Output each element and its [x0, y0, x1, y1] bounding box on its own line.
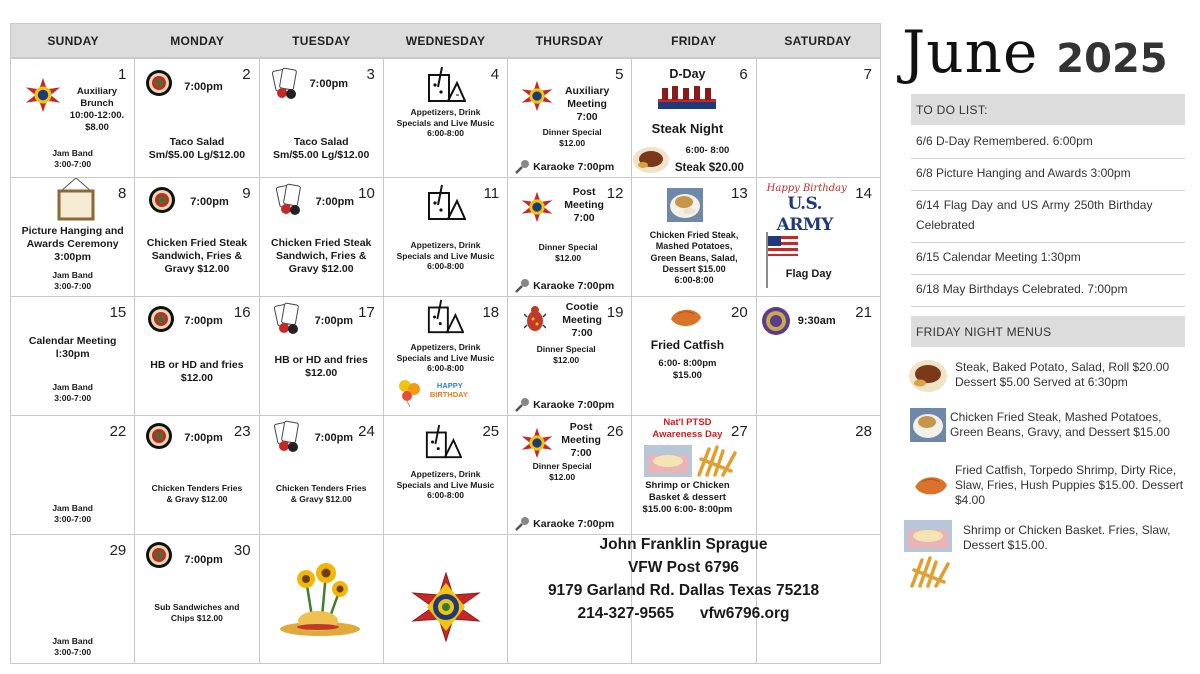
event-description: Chicken Fried Steak Sandwich, Fries & Gravy $12.00	[146, 237, 248, 276]
day-cell-11	[384, 178, 508, 297]
jam-band: Jam Band 3:00-7:00	[52, 636, 93, 657]
menu-text: Steak, Baked Potato, Salad, Roll $20.00 Dessert $5.00 Served at 6:30pm	[955, 360, 1170, 389]
day-number: 11	[483, 185, 500, 202]
event-description: Chicken Tenders Fries & Gravy $12.00	[275, 483, 367, 504]
todo-item: 6/18 May Birthdays Celebrated. 7:00pm	[911, 275, 1185, 307]
event-description: Appetizers, Drink Specials and Live Music 6:00-8:00	[396, 240, 495, 272]
event-title: Cootie Meeting 7:00	[562, 301, 602, 340]
dinner-special: Dinner Special $12.00	[532, 461, 592, 482]
balloons-icon	[398, 379, 422, 407]
day-number: 23	[233, 423, 251, 440]
vfw-emblem-icon	[520, 426, 554, 460]
menu-item-steak	[908, 356, 1188, 394]
day-cell-23	[135, 416, 259, 535]
day-number: 7	[863, 66, 872, 83]
dartboard-icon	[147, 303, 175, 339]
playing-cards-icon	[272, 302, 302, 336]
day-number: 25	[482, 423, 500, 440]
year: 2025	[1056, 36, 1168, 82]
day-cell-15	[11, 297, 135, 416]
event-description: Chicken Tenders Fries & Gravy $12.00	[151, 483, 243, 504]
event-time: 7:00pm	[314, 315, 354, 327]
event-time: 7:00pm	[184, 81, 223, 93]
weekday-monday: MONDAY	[170, 33, 225, 48]
shrimp-basket-icon	[644, 445, 692, 477]
steak-plate-icon	[908, 356, 948, 394]
day-number: 30	[233, 542, 251, 559]
day-number: 12	[606, 185, 624, 202]
post-name: John Franklin Sprague	[599, 536, 768, 553]
todo-item: 6/14 Flag Day and US Army 250th Birthday Celebrated	[911, 191, 1185, 243]
event-title: Picture Hanging and Awards Ceremony 3:00pm	[21, 225, 124, 264]
day-cell-3	[260, 59, 384, 178]
day-cell-19	[508, 297, 632, 416]
event-time: 7:00pm	[314, 432, 354, 444]
event-time: 7:00pm	[184, 554, 223, 566]
event-price: Steak $20.00	[674, 162, 744, 174]
day-cell-9	[135, 178, 259, 297]
event-time: 7:00pm	[184, 315, 223, 327]
event-description: Appetizers, Drink Specials and Live Music 6:00-8:00	[396, 469, 495, 501]
day-cell-30	[135, 535, 259, 664]
event-description: Chicken Fried Steak, Mashed Potatoes, Green Beans, Salad, Dessert $15.00 6:00-8:00	[649, 230, 739, 285]
day-number: 19	[606, 304, 624, 321]
post-info	[497, 512, 870, 640]
day-cell-4	[384, 59, 508, 178]
playing-cards-icon	[274, 183, 304, 217]
weekday-friday: FRIDAY	[671, 33, 717, 48]
event-description: Taco Salad Sm/$5.00 Lg/$12.00	[148, 136, 246, 162]
menu-item-catfish	[912, 463, 1188, 508]
day-number: 20	[731, 304, 748, 321]
event-description: Chicken Fried Steak Sandwich, Fries & Gravy $12.00	[271, 237, 372, 276]
event-title: Flag Day	[785, 268, 832, 280]
month-title	[902, 18, 1168, 86]
day-cell-2	[135, 59, 259, 178]
day-cell-6	[632, 59, 756, 178]
karaoke-row	[514, 278, 614, 294]
event-title: Auxiliary Brunch 10:00-12:00. $8.00	[69, 86, 125, 133]
event-description: Sub Sandwiches and Chips $12.00	[154, 602, 240, 623]
todo-item: 6/15 Calendar Meeting 1:30pm	[911, 243, 1185, 275]
birthday-text-bottom: BIRTHDAY	[429, 390, 468, 399]
day-cell-24	[260, 416, 384, 535]
dartboard-icon	[145, 539, 173, 575]
karaoke-row	[514, 159, 614, 175]
day-number: 2	[242, 66, 251, 83]
fried-catfish-icon	[912, 472, 950, 500]
soldiers-silhouette-icon	[658, 85, 716, 109]
day-number: 22	[109, 423, 127, 440]
drinks-icon	[426, 183, 466, 223]
menu-text: Chicken Fried Steak, Mashed Potatoes, Green Beans, Gravy, and Dessert $15.00	[950, 410, 1170, 439]
birthday-text-top: HAPPY	[436, 381, 463, 390]
day-cell-22	[11, 416, 135, 535]
microphone-icon	[514, 397, 530, 413]
day-cell-5	[508, 59, 632, 178]
day-cell-14	[757, 178, 881, 297]
cootie-bug-icon	[524, 305, 546, 333]
day-cell-18	[384, 297, 508, 416]
military-badge-icon	[761, 305, 791, 337]
steak-plate-icon	[632, 143, 670, 175]
menu-text: Shrimp or Chicken Basket. Fries, Slaw, Dessert $15.00.	[963, 523, 1171, 552]
karaoke-row	[514, 397, 614, 413]
day-number: 28	[855, 423, 872, 440]
dinner-special: Dinner Special $12.00	[538, 242, 598, 263]
playing-cards-icon	[272, 420, 302, 454]
shrimp-basket-icon	[904, 520, 952, 552]
jam-band: Jam Band 3:00-7:00	[52, 270, 93, 291]
army-banner-main: U.S. ARMY	[776, 194, 833, 236]
microphone-icon	[514, 278, 530, 294]
day-cell-1	[11, 59, 135, 178]
army-banner-top: Happy Birthday	[766, 183, 847, 194]
day-cell-12	[508, 178, 632, 297]
event-time: 7:00pm	[309, 78, 349, 90]
empty-cell-vfw-logo	[384, 535, 508, 664]
day-number: 1	[117, 66, 127, 83]
day-number: 13	[731, 185, 748, 202]
event-description: 6:00- 8:00	[685, 145, 730, 156]
weekday-tuesday: TUESDAY	[292, 33, 351, 48]
weekday-wednesday: WEDNESDAY	[405, 33, 486, 48]
todo-item: 6/8 Picture Hanging and Awards 3:00pm	[911, 159, 1185, 191]
todo-item: 6/6 D-Day Remembered. 6:00pm	[911, 127, 1185, 159]
event-description: HB or HD and fries $12.00	[274, 354, 368, 380]
fries-icon	[695, 445, 739, 479]
chicken-fried-steak-icon	[667, 188, 703, 222]
menu-item-chicken-fried-steak	[910, 408, 1188, 442]
day-cell-25	[384, 416, 508, 535]
weekday-header	[10, 23, 881, 58]
menus-heading: FRIDAY NIGHT MENUS	[911, 316, 1185, 347]
event-description: HB or HD and fries $12.00	[150, 359, 244, 385]
dartboard-icon	[148, 184, 176, 220]
event-time: 7:00pm	[184, 432, 223, 444]
day-number: 10	[358, 185, 375, 202]
month-name: June	[902, 18, 1039, 86]
todo-list	[911, 127, 1185, 307]
drinks-icon	[426, 297, 464, 337]
day-cell-17	[260, 297, 384, 416]
event-title: Nat'l PTSD Awareness Day	[652, 417, 723, 440]
day-number: 3	[366, 66, 375, 83]
vfw-emblem-icon	[24, 76, 62, 114]
post-address: 9179 Garland Rd. Dallas Texas 75218	[547, 582, 820, 599]
menu-text: Fried Catfish, Torpedo Shrimp, Dirty Rice, Slaw, Fries, Hush Puppies $15.00. Dessert $4.00	[955, 463, 1184, 507]
weeks-grid	[10, 58, 881, 535]
day-number: 14	[855, 185, 872, 202]
dartboard-icon	[145, 420, 173, 456]
event-description: Taco Salad Sm/$5.00 Lg/$12.00	[273, 136, 370, 162]
day-cell-13	[632, 178, 756, 297]
event-description: 6:00- 8:00pm $15.00	[658, 358, 717, 381]
day-number: 17	[358, 304, 375, 321]
day-number: 5	[615, 66, 624, 83]
jam-band: Jam Band 3:00-7:00	[52, 382, 93, 403]
day-number: 15	[109, 304, 127, 321]
day-number: 29	[109, 542, 127, 559]
day-number: 4	[490, 66, 500, 83]
dinner-special: Dinner Special $12.00	[536, 344, 596, 365]
vfw-emblem-icon	[520, 190, 554, 224]
day-number: 8	[117, 185, 127, 202]
event-title: Auxiliary Meeting 7:00	[564, 85, 610, 124]
playing-cards-icon	[270, 67, 300, 101]
drinks-icon	[426, 65, 466, 105]
event-title: D-Day	[669, 67, 706, 81]
menu-item-shrimp-basket	[904, 520, 1188, 590]
event-time: 7:00pm	[315, 196, 355, 208]
empty-cell-sunflowers	[260, 535, 384, 664]
picture-frame-icon	[57, 178, 95, 221]
dinner-special: Dinner Special $12.00	[542, 127, 602, 148]
day-number: 26	[606, 423, 624, 440]
fried-catfish-icon	[668, 305, 704, 331]
post-contact: 214-327-9565 vfw6796.org	[577, 605, 790, 622]
day-cell-10	[260, 178, 384, 297]
karaoke-time: Karaoke 7:00pm	[533, 280, 615, 292]
event-description: Appetizers, Drink Specials and Live Music 6:00-8:00	[396, 342, 495, 374]
event-title: Fried Catfish	[650, 338, 725, 352]
day-cell-16	[135, 297, 259, 416]
karaoke-time: Karaoke 7:00pm	[533, 518, 615, 530]
dartboard-icon	[145, 67, 173, 103]
drinks-icon	[424, 422, 462, 462]
event-subtitle: Steak Night	[651, 121, 724, 136]
day-number: 9	[242, 185, 251, 202]
event-time: 9:30am	[797, 315, 836, 327]
day-cell-8	[11, 178, 135, 297]
vfw-emblem-icon	[520, 79, 554, 113]
event-time: 7:00pm	[190, 196, 229, 208]
event-title: Post Meeting 7:00	[564, 186, 604, 225]
event-title: Calendar Meeting l:30pm	[28, 335, 117, 361]
day-cell-21	[757, 297, 881, 416]
fries-icon	[908, 556, 952, 590]
day-number: 27	[731, 423, 748, 440]
day-number: 18	[482, 304, 500, 321]
weekday-saturday: SATURDAY	[784, 33, 852, 48]
sunflower-hat-icon	[278, 559, 362, 639]
chicken-fried-steak-icon	[910, 408, 946, 442]
day-number: 6	[739, 66, 748, 83]
weekday-thursday: THURSDAY	[535, 33, 604, 48]
event-description: Appetizers, Drink Specials and Live Music 6:00-8:00	[396, 107, 495, 139]
weekday-sunday: SUNDAY	[47, 33, 99, 48]
day-cell-20	[632, 297, 756, 416]
jam-band: Jam Band 3:00-7:00	[52, 148, 93, 169]
menu-images	[904, 520, 956, 590]
event-description: Shrimp or Chicken Basket & dessert $15.00 6:00- 8:00pm	[642, 480, 733, 515]
day-number: 21	[855, 304, 872, 321]
microphone-icon	[514, 159, 530, 175]
day-cell-29	[11, 535, 135, 664]
karaoke-time: Karaoke 7:00pm	[533, 399, 615, 411]
day-number: 24	[358, 423, 375, 440]
karaoke-time: Karaoke 7:00pm	[533, 161, 615, 173]
todo-heading: TO DO LIST:	[911, 94, 1185, 125]
day-cell-7	[757, 59, 881, 178]
post-number: VFW Post 6796	[627, 559, 740, 576]
day-number: 16	[233, 304, 251, 321]
jam-band: Jam Band 3:00-7:00	[52, 503, 93, 524]
vfw-logo-icon	[409, 571, 483, 643]
event-title: Post Meeting 7:00	[561, 421, 601, 460]
